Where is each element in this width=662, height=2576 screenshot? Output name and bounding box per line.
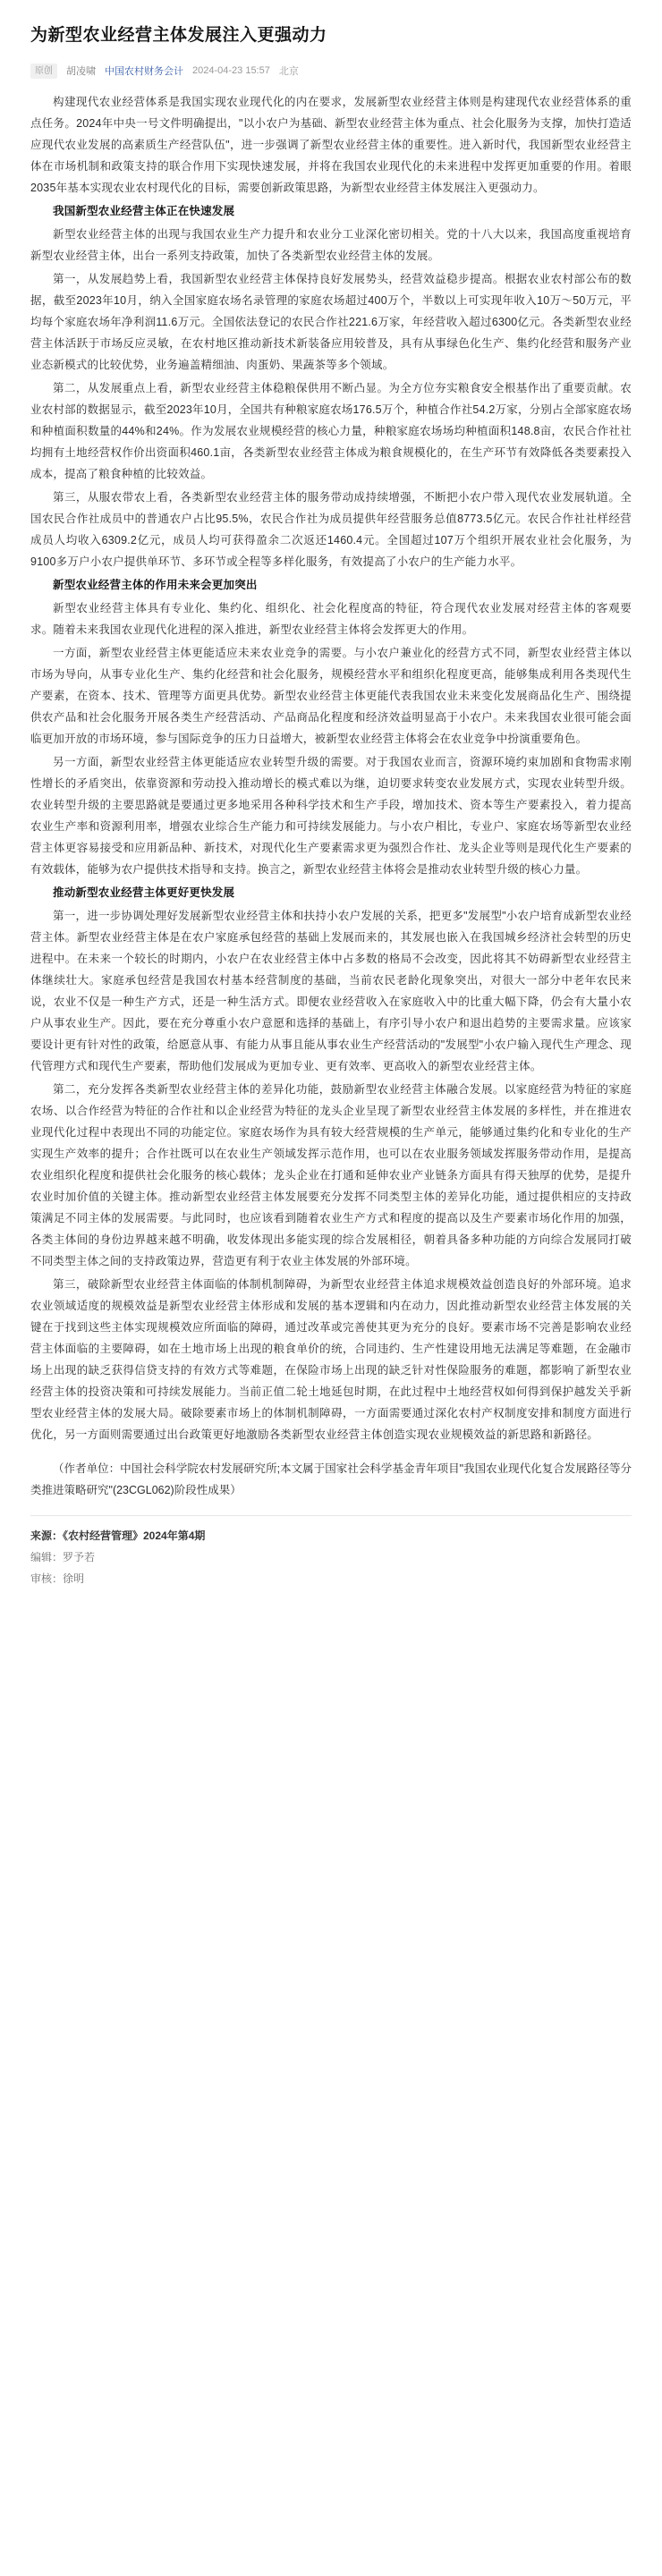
section-heading: 新型农业经营主体的作用未来会更加突出	[53, 578, 258, 591]
source-line: 来源：《农村经营管理》2024年第4期	[30, 1529, 206, 1542]
paragraph: 第三，从服农带农上看，各类新型农业经营主体的服务带动成持续增强，不断把小农户带入现代农业发展轨道。全国农民合作社成员中的普通农户占比95.5%，农民合作社为成员提供年经营服务总值8773.5亿元。农民合作社社样经营成员人均收入6309.2亿元，成员人均可获得盈余二次返还1460.4元。全国超过107万个组织开展农业社会化服务，为9100多万户小农户提供单环节、多环节或全程等多样化服务，有效提高了小农户的生产能力水平。	[30, 490, 632, 568]
author-name: 胡凌啸	[66, 66, 96, 77]
article-meta-bar	[30, 64, 632, 79]
footer-divider	[30, 1515, 632, 1516]
paragraph: 第一，进一步协调处理好发展新型农业经营主体和扶持小农户发展的关系，把更多"发展型"小农户培育成新型农业经营主体。新型农业经营主体是在农户家庭承包经营的基础上发展而来的，其发展也嵌入在我国城乡经济社会转型的历史进程中。在未来一个较长的时期内，小农户在农业经营主体中占多数的格局不会改变，因此将其不妨碍新型农业经营主体继续壮大。家庭承包经营是我国农村基本经营制度的基础，当前农民老龄化现象突出，对很大一部分中老年农民来说，农业不仅是一种生产方式，还是一种生活方式。即便农业经营收入在家庭收入中的比重大幅下降，仍会有大量小农户从事农业生产。因此，要在充分尊重小农户意愿和选择的基础上，有序引导小农户和退出趋势的主要需求量。应该家要设计更有针对性的政策，给愿意从事、有能力从事且能从事农业生产经营活动的"发展型"小农户输入现代生产理念、现代管理方式和现代生产要素，帮助他们发展成为更加专业、更有效率、更高收入的新型农业经营主体。	[30, 909, 632, 1072]
auditor-line: 审核：徐明	[30, 1572, 85, 1585]
publish-location: 北京	[278, 66, 299, 77]
original-badge: 原创	[30, 64, 57, 79]
source-name[interactable]: 中国农村财务会计	[105, 66, 183, 77]
paragraph: 构建现代农业经营体系是我国实现农业现代化的内在要求，发展新型农业经营主体则是构建现代农业经营体系的重点任务。2024年中央一号文件明确提出，"以小农户为基础、新型农业经营主体为重点、社会化服务为支撑，加快打造适应现代农业发展的高素质生产经营队伍"，进一步强调了新型农业经营主体的重要性。进入新时代，我国新型农业经营主体在市场机制和政策支持的联合作用下实现快速发展，并将在我国农业现代化的未来进程中发挥更加重要的作用。着眼2035年基本实现农业农村现代化的目标，需要创新政策思路，为新型农业经营主体发展注入更强动力。	[30, 95, 632, 194]
page-title: 为新型农业经营主体发展注入更强动力	[30, 26, 327, 45]
paragraph: 第二，从发展重点上看，新型农业经营主体稳粮保供用不断凸显。为全方位夯实粮食安全根基作出了重要贡献。农业农村部的数据显示，截至2023年10月，全国共有种粮家庭农场176.5万个，种植合作社54.2万家，分别占全部家庭农场和种植面积数量的44%和24%。作为发展农业规模经营的核心力量，种粮家庭农场场均种植面积148.8亩，农民合作社社均拥有土地经营权作价出资面积460.1亩，各类新型农业经营主体成为粮食规模化的，在生产环节有效降低各类要素投入成本，提高了粮食种植的比较效益。	[30, 381, 632, 480]
publish-date: 2024-04-23 15:57	[192, 65, 270, 76]
paragraph: 第一，从发展趋势上看，我国新型农业经营主体保持良好发展势头，经营效益稳步提高。根据农业农村部公布的数据，截至2023年10月，纳入全国家庭农场名录管理的家庭农场超过400万个，半数以上可实现年收入10万～50万元，平均每个家庭农场年净利润11.6万元。全国依法登记的农民合作社221.6万家，年经营收入超过6300亿元。各类新型农业经营主体活跃于市场反应灵敏，在农村地区推动新技术新装备应用较普及，具有从事绿色化生产、集约化经营和服务产业业态新模式的比较优势，业务遍盖精细油、肉蛋奶、果蔬茶等多个领域。	[30, 272, 632, 371]
section-heading: 我国新型农业经营主体正在快速发展	[53, 204, 235, 217]
author-note: （作者单位：中国社会科学院农村发展研究所;本文属于国家社会科学基金青年项目"我国农业现代化复合发展路径等分类推进策略研究"(23CGL062)阶段性成果）	[30, 1462, 632, 1496]
editor-line: 编辑：罗予若	[30, 1550, 96, 1563]
paragraph: 一方面，新型农业经营主体更能适应未来农业竞争的需要。与小农户兼业化的经营方式不同，新型农业经营主体以市场为导向，从事专业化生产、集约化经营和社会化服务，规模经营水平和组织化程度更高，能够集成利用各类现代生产要素，在资本、技术、管理等方面更具优势。新型农业经营主体更能代表我国农业未来变化发展商品化生产、围绕提供农产品和社会化服务开展各类生产经营活动、产品商品化程度和经济效益明显高于小农户。未来我国农业很可能会面临更加开放的市场环境，参与国际竞争的压力日益增大，被新型农业经营主体将会在农业竞争中扮演重要角色。	[30, 646, 632, 745]
paragraph: 第二，充分发挥各类新型农业经营主体的差异化功能，鼓励新型农业经营主体融合发展。以家庭经营为特征的家庭农场、以合作经营为特征的合作社和以企业经营为特征的龙头企业呈现了新型农业经营主体发展的多样性，并在推进农业现代化过程中表现出不同的功能定位。家庭农场作为具有较大经营规模的生产单元，能够通过集约化和专业化的生产实现生产效率的提升；合作社既可以在农业生产领域发挥示范作用，也可以在农业服务领域发挥服务带动作用，是提高农业组织化程度和提供社会化服务的核心载体；龙头企业在打通和延伸农业产业链条方面具有得天独厚的优势，是提升农业时加价值的关键主体。推动新型农业经营主体发展要充分发挥不同类型主体的差异化功能，通过提供相应的支持政策满足不同主体的发展需要。与此同时，也应该看到随着农业生产方式和程度的提高以及生产要素市场化作用的加强，各类主体间的身份边界越来越不明确，收发体现出多能实现的综合发展相径，朝着具备多种功能的方向综合发展同打破不同类型主体之间的支持政策边界，营造更有利于农业主体发展的外部环境。	[30, 1082, 632, 1267]
paragraph: 第三，破除新型农业经营主体面临的体制机制障碍，为新型农业经营主体追求规模效益创造良好的外部环境。追求农业领域适度的规模效益是新型农业经营主体形成和发展的基本逻辑和内在动力，因此推动新型农业经营主体发展的关键在于找到这些主体实现规模效应所面临的障碍，通过改革或完善使其更为充分的良好。要素市场不完善是影响农业经营主体面临的主要障碍，如在土地市场上出现的粮食单价的统，合同违约、生产性建设用地无法满足等难题，在金融市场上出现的缺乏获得信贷支持的有效方式等难题，在保险市场上出现的缺乏针对性保险服务的难题，都影响了新型农业经营主体的投资决策和可持续发展能力。当前正值二轮土地延包时期，在此过程中土地经营权如何得到保护越发关乎新型农业经营主体的发展大局。破除要素市场上的体制机制障碍，一方面需要通过深化农村产权制度安排和制度方面进行优化，另一方面则需要通过出台政策更好地激励各类新型农业经营主体创造实现农业规模效益的新思路和新路径。	[30, 1277, 632, 1441]
section-heading: 推动新型农业经营主体更好更快发展	[53, 886, 235, 899]
article-body	[30, 91, 632, 1445]
paragraph: 新型农业经营主体的出现与我国农业生产力提升和农业分工业深化密切相关。党的十八大以来，我国高度重视培育新型农业经营主体，出台一系列支持政策，加快了各类新型农业经营主体的发展。	[30, 227, 632, 262]
author-note-block	[30, 1458, 632, 1501]
paragraph: 新型农业经营主体具有专业化、集约化、组织化、社会化程度高的特征，符合现代农业发展对经营主体的客观要求。随着未来我国农业现代化进程的深入推进，新型农业经营主体将会发挥更大的作用。	[30, 601, 632, 636]
paragraph: 另一方面，新型农业经营主体更能适应农业转型升级的需要。对于我国农业而言，资源环境约束加剧和食物需求刚性增长的矛盾突出，依靠资源和劳动投入推动增长的模式难以为继，迫切要求转变农业发展方式，实现农业转型升级。农业转型升级的主要思路就是要通过更多地采用各种科学技术和生产手段，增加技术、资本等生产要素投入，着力提高农业生产率和资源利用率，增强农业综合生产能力和可持续发展能力。与小农户相比，专业户、家庭农场等新型农业经营主体更容易接受和应用新品种、新技术，对现代化生产要素需求更为强烈合作社、龙头企业等则是现代化生产要素的有效载体，能够为农户提供技术指导和支持。换言之，新型农业经营主体将会是推动农业转型升级的核心力量。	[30, 755, 632, 876]
